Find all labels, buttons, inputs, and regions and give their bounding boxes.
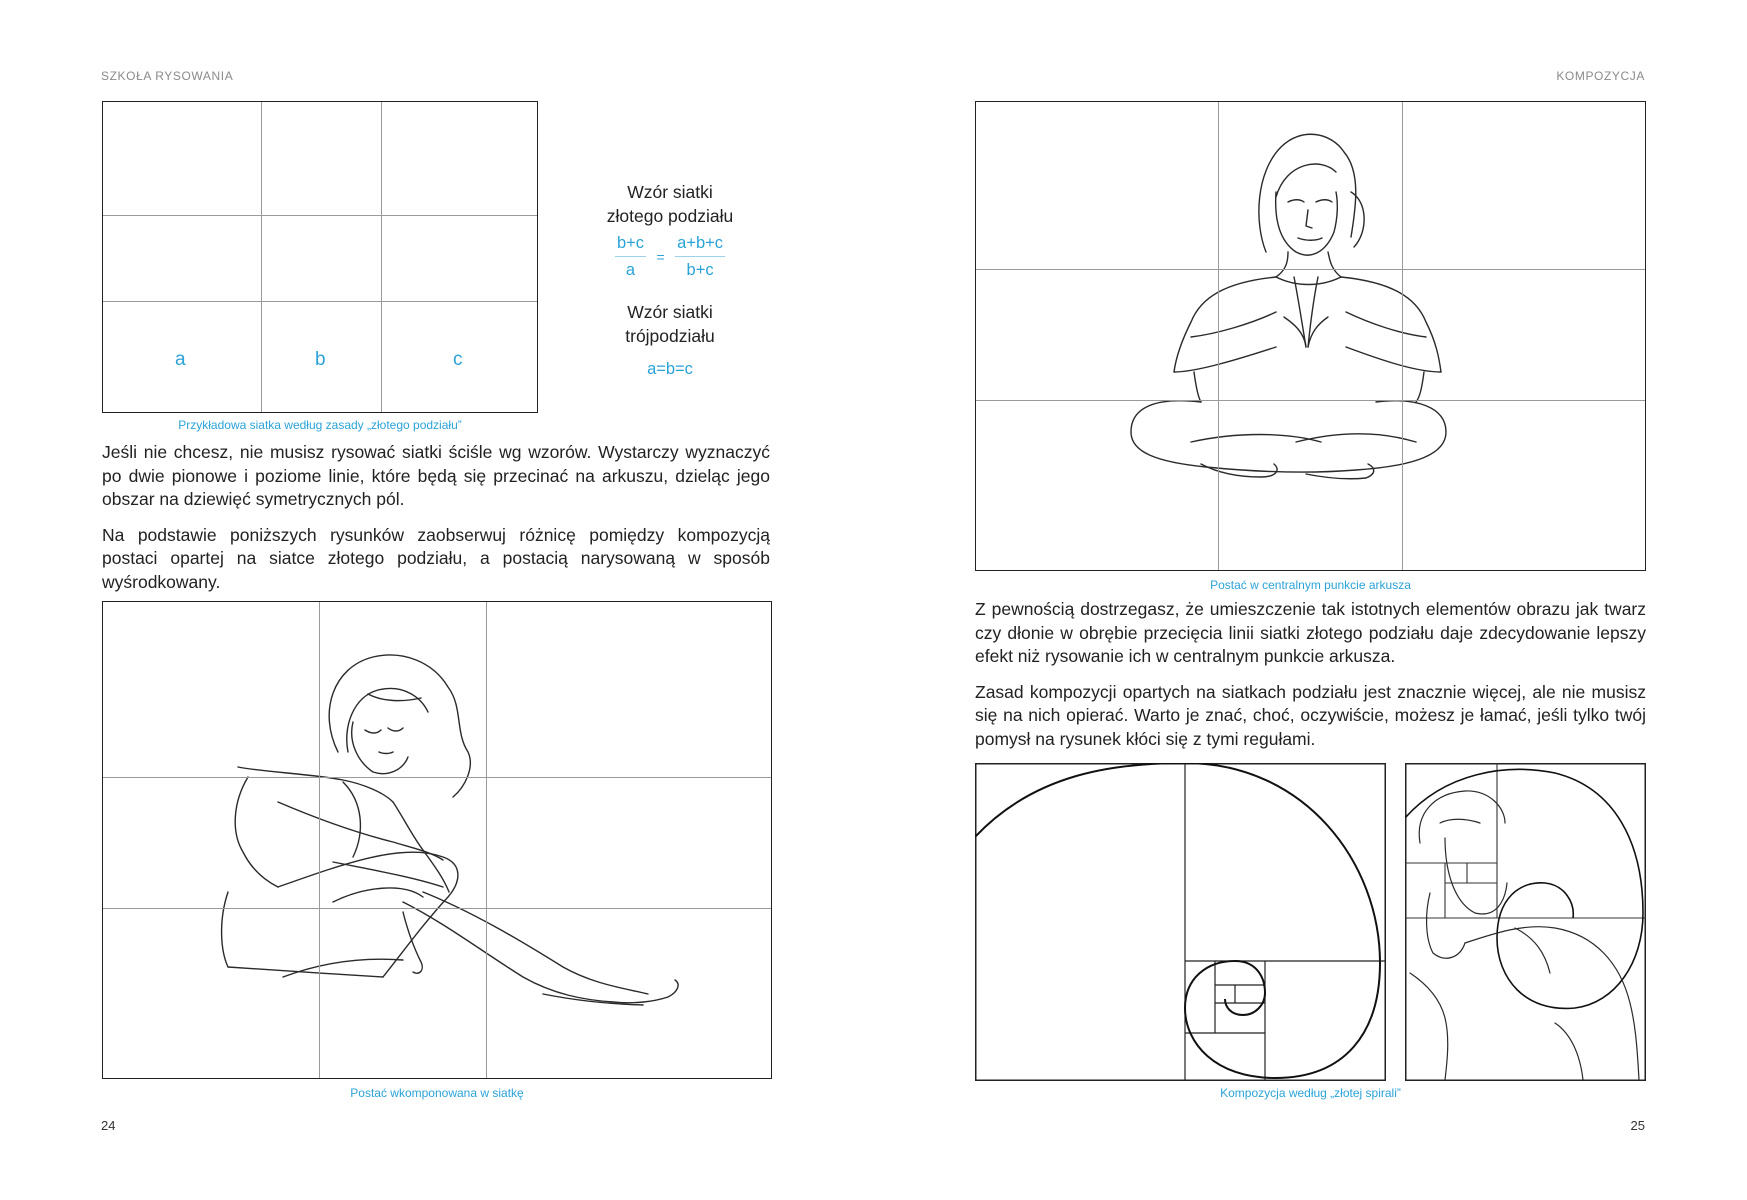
fraction-lhs — [615, 234, 646, 280]
figure-grid-line-v2 — [486, 602, 487, 1078]
right-paragraph-1: Z pewnością dostrzegasz, że umieszczenie tak istotnych elementów obrazu jak twarz czy dłonie w obrębie przecięcia linii siatki złotego podziału daje zdecydowanie lepszy efekt niż rysowanie ich w centralnym punkcie arkusza. — [975, 599, 1646, 666]
caption-woman-figure: Postać wkomponowana w siatkę — [350, 1086, 524, 1100]
woman-figure-lines — [222, 655, 679, 1005]
caption-spiral: Kompozycja według „złotej spirali” — [1220, 1086, 1401, 1100]
spiral-outer-rect — [976, 764, 1386, 1081]
figure-grid-line-h2 — [103, 908, 771, 909]
right-paragraph-2: Zasad kompozycji opartych na siatkach podziału jest znacznie więcej, ale nie musisz się na nich opierać. Warto je znać, choć, oczywiście, możesz je łamać, jeśli tylko twój pomysł na rysunek kłóci się z tymi regułami. — [975, 681, 1646, 749]
formula-golden-title-1: Wzór siatki — [627, 182, 713, 202]
right-page-number: 25 — [1630, 1118, 1645, 1133]
figure-grid-line-h1 — [103, 777, 771, 778]
golden-spiral-svg — [975, 763, 1386, 1081]
left-paragraph-2: Na podstawie poniższych rysunków zaobserwuj różnicę pomiędzy kompozycją postaci opartej na siatce złotego podziału, a postacią narysowaną w sposób wyśrodkowany. — [102, 524, 770, 592]
center-grid-line-h1 — [976, 269, 1645, 270]
fraction-rhs-num: a+b+c — [675, 234, 725, 257]
figure-grid-line-v1 — [319, 602, 320, 1078]
fraction-lhs-num: b+c — [615, 234, 646, 257]
grid-line-v2 — [381, 102, 382, 412]
grid-label-a: a — [175, 349, 186, 370]
left-body-text — [102, 441, 770, 606]
man-figure-lines — [1131, 134, 1446, 479]
formula-thirds — [560, 300, 780, 379]
grid-line-h2 — [103, 301, 537, 302]
grid-line-h1 — [103, 215, 537, 216]
formula-golden — [560, 180, 780, 280]
spiral-portrait — [1405, 763, 1646, 1081]
left-page-number: 24 — [101, 1118, 116, 1133]
center-grid-line-v2 — [1402, 102, 1403, 570]
right-body-text — [975, 598, 1646, 763]
right-running-head: KOMPOZYCJA — [1556, 69, 1645, 83]
center-grid-line-v1 — [1218, 102, 1219, 570]
fraction-rhs-den: b+c — [686, 261, 714, 279]
left-paragraph-1: Jeśli nie chcesz, nie musisz rysować siatki ściśle wg wzorów. Wystarczy wyznaczyć po dwie pionowe i poziome linie, które będą się przecinać na arkuszu, dzieląc jego obszar na dziewięć symetrycznych pól. — [102, 442, 770, 509]
formula-golden-expression — [560, 234, 780, 280]
grid-label-b: b — [315, 349, 326, 370]
spiral-portrait-svg — [1405, 763, 1646, 1081]
woman-sketch — [103, 602, 770, 1077]
portrait-frame — [1406, 764, 1646, 1081]
caption-golden-grid: Przykładowa siatka według zasady „złotego podziału” — [178, 418, 462, 432]
formula-thirds-title-1: Wzór siatki — [627, 302, 713, 322]
grid-line-v1 — [261, 102, 262, 412]
figure-woman-grid — [102, 601, 772, 1079]
golden-spiral-diagram — [975, 763, 1386, 1081]
left-running-head: SZKOŁA RYSOWANIA — [101, 69, 234, 83]
fraction-lhs-den: a — [625, 261, 636, 279]
formula-thirds-expression: a=b=c — [647, 360, 693, 378]
golden-grid-example — [102, 101, 538, 413]
caption-center-figure: Postać w centralnym punkcie arkusza — [1210, 578, 1411, 592]
center-grid-line-h2 — [976, 400, 1645, 401]
formula-thirds-title-2: trójpodziału — [625, 326, 715, 346]
fraction-rhs — [675, 234, 725, 280]
figure-man-center — [975, 101, 1646, 571]
equals-sign: = — [656, 249, 665, 265]
grid-label-c: c — [453, 349, 463, 370]
formula-golden-title-2: złotego podziału — [606, 206, 734, 226]
man-sketch — [976, 102, 1644, 569]
